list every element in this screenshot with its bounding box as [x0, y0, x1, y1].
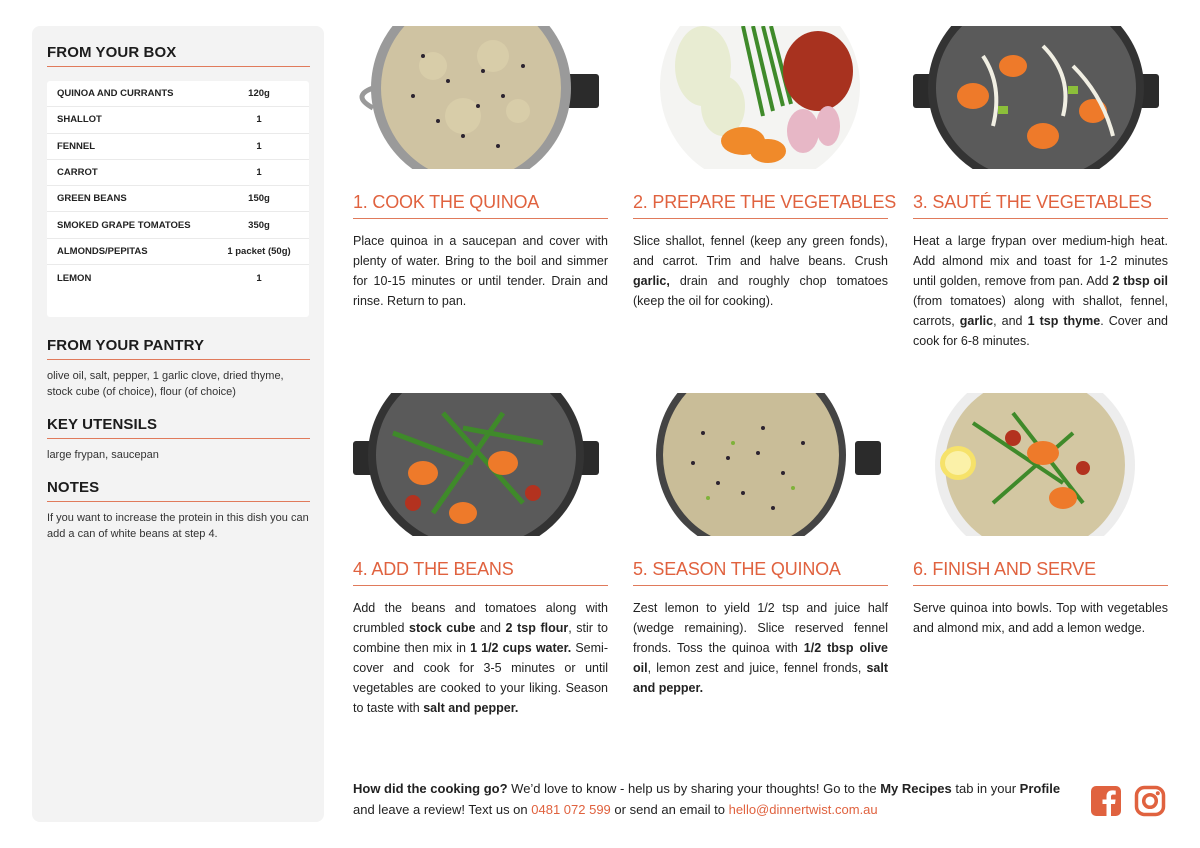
pantry-text: olive oil, salt, pepper, 1 garlic clove, dried thyme, stock cube (of choice), flour (of choice): [47, 370, 284, 399]
table-row: [47, 160, 309, 186]
bold-text: salt and pepper.: [633, 661, 888, 695]
step-body: [353, 231, 608, 311]
step-2: [633, 26, 897, 311]
step-3: [913, 26, 1168, 351]
bold-text: 1 tsp thyme: [1027, 314, 1101, 328]
table-row: [47, 186, 309, 212]
notes-heading: NOTES: [47, 479, 310, 502]
bold-text: garlic,: [633, 274, 670, 288]
table-row: [47, 81, 309, 107]
text-run: Add the beans and tomatoes along with crumbled: [353, 601, 608, 635]
ingredient-name: QUINOA AND CURRANTS: [57, 88, 174, 100]
table-row: [47, 265, 309, 291]
ingredient-name: GREEN BEANS: [57, 193, 127, 205]
bold-text: Profile: [1019, 781, 1061, 796]
step-body: [913, 231, 1168, 351]
text-run: We’d love to know - help us by sharing your thoughts! Go to the: [507, 781, 881, 796]
text-run: and: [475, 621, 506, 635]
served-bowl-photo: [913, 393, 1168, 536]
bold-text: garlic: [959, 314, 994, 328]
utensils-section: [47, 416, 310, 463]
text-run: , and: [993, 314, 1028, 328]
step-body: [353, 598, 608, 718]
contact-link[interactable]: hello@dinnertwist.com.au: [728, 802, 878, 817]
ingredient-name: SMOKED GRAPE TOMATOES: [57, 219, 191, 231]
facebook-icon[interactable]: [1090, 785, 1122, 817]
text-run: or send an email to: [610, 802, 729, 817]
ingredient-name: ALMONDS/PEPITAS: [57, 245, 148, 257]
text-run: , stir to combine then mix in: [353, 621, 608, 655]
text-run: Serve quinoa into bowls. Top with vegetables and almond mix, and add a lemon wedge.: [913, 601, 1168, 635]
ingredients-sidebar: [32, 26, 324, 822]
table-row: [47, 212, 309, 238]
from-your-box-heading: FROM YOUR BOX: [47, 44, 310, 67]
utensils-heading: KEY UTENSILS: [47, 416, 310, 439]
ingredient-qty: 1: [256, 140, 262, 152]
step-title: 2. PREPARE THE VEGETABLES: [633, 192, 888, 219]
text-run: (from tomatoes) along with shallot, fennel, carrots,: [913, 294, 1168, 328]
ingredient-name: FENNEL: [57, 140, 95, 152]
step-1: [353, 26, 608, 311]
ingredient-name: CARROT: [57, 167, 98, 179]
pantry-section: [47, 337, 310, 400]
step-title: 1. COOK THE QUINOA: [353, 192, 608, 219]
text-run: Zest lemon to yield 1/2 tsp and juice half (wedge remaining). Slice reserved fennel fronds. Toss the quinoa with: [633, 601, 888, 655]
quinoa-pot-photo: [633, 393, 888, 536]
step-title: 6. FINISH AND SERVE: [913, 559, 1168, 586]
beans-pan-photo: [353, 393, 608, 536]
ingredient-qty: 1: [256, 114, 262, 126]
utensils-text: large frypan, saucepan: [47, 449, 159, 462]
bold-text: salt and pepper.: [423, 701, 519, 715]
notes-text: If you want to increase the protein in this dish you can add a can of white beans at step 4.: [47, 512, 309, 541]
step-body: [633, 598, 888, 698]
instagram-icon[interactable]: [1134, 785, 1166, 817]
step-5: [633, 393, 888, 698]
step-6: [913, 393, 1168, 638]
vegetables-plate-photo: [633, 26, 888, 169]
ingredient-qty: 1: [256, 272, 262, 284]
ingredient-qty: 350g: [248, 219, 270, 231]
bold-text: 1/2 tbsp olive oil: [633, 641, 888, 675]
text-run: Heat a large frypan over medium-high heat. Add almond mix and toast for 1-2 minutes until golden, remove from pan. Add: [913, 234, 1168, 288]
step-body: [913, 598, 1168, 638]
saute-pan-photo: [913, 26, 1168, 169]
bold-text: 2 tbsp oil: [1112, 274, 1168, 288]
ingredient-qty: 120g: [248, 88, 270, 100]
step-title: 5. SEASON THE QUINOA: [633, 559, 888, 586]
bold-text: My Recipes: [880, 781, 952, 796]
quinoa-strainer-photo: [353, 26, 608, 169]
text-run: drain and roughly chop tomatoes (keep the oil for cooking).: [633, 274, 888, 308]
table-row: [47, 134, 309, 160]
text-run: and leave a review! Text us on: [353, 802, 532, 817]
table-row: [47, 107, 309, 133]
bold-text: stock cube: [409, 621, 476, 635]
text-run: tab in your: [951, 781, 1020, 796]
text-run: Semi-cover and cook for 3-5 minutes or until vegetables are cooked to your liking. Season to taste with: [353, 641, 608, 715]
bold-text: 2 tsp flour: [505, 621, 569, 635]
ingredient-name: SHALLOT: [57, 114, 102, 126]
text-run: , lemon zest and juice, fennel fronds,: [647, 661, 867, 675]
text-run: . Cover and cook for 6-8 minutes.: [913, 314, 1168, 348]
text-run: Slice shallot, fennel (keep any green fonds), and carrot. Trim and halve beans. Crush: [633, 234, 888, 268]
step-body: [633, 231, 888, 311]
ingredient-qty: 150g: [248, 193, 270, 205]
ingredient-qty: 1: [256, 167, 262, 179]
text-run: Place quinoa in a saucepan and cover with plenty of water. Bring to the boil and simmer for 10-15 minutes or until tender. Drain and rinse. Return to pan.: [353, 234, 608, 308]
pantry-heading: FROM YOUR PANTRY: [47, 337, 310, 360]
ingredients-table: [47, 81, 309, 317]
bold-text: 1 1/2 cups water.: [470, 641, 572, 655]
step-4: [353, 393, 608, 718]
contact-link[interactable]: 0481 072 599: [531, 802, 611, 817]
ingredient-name: LEMON: [57, 272, 92, 284]
feedback-footer: [353, 778, 1073, 820]
notes-section: [47, 479, 310, 542]
step-title: 4. ADD THE BEANS: [353, 559, 608, 586]
ingredient-qty: 1 packet (50g): [227, 245, 291, 257]
step-title: 3. SAUTÉ THE VEGETABLES: [913, 192, 1168, 219]
bold-text: How did the cooking go?: [353, 781, 508, 796]
table-row: [47, 239, 309, 265]
